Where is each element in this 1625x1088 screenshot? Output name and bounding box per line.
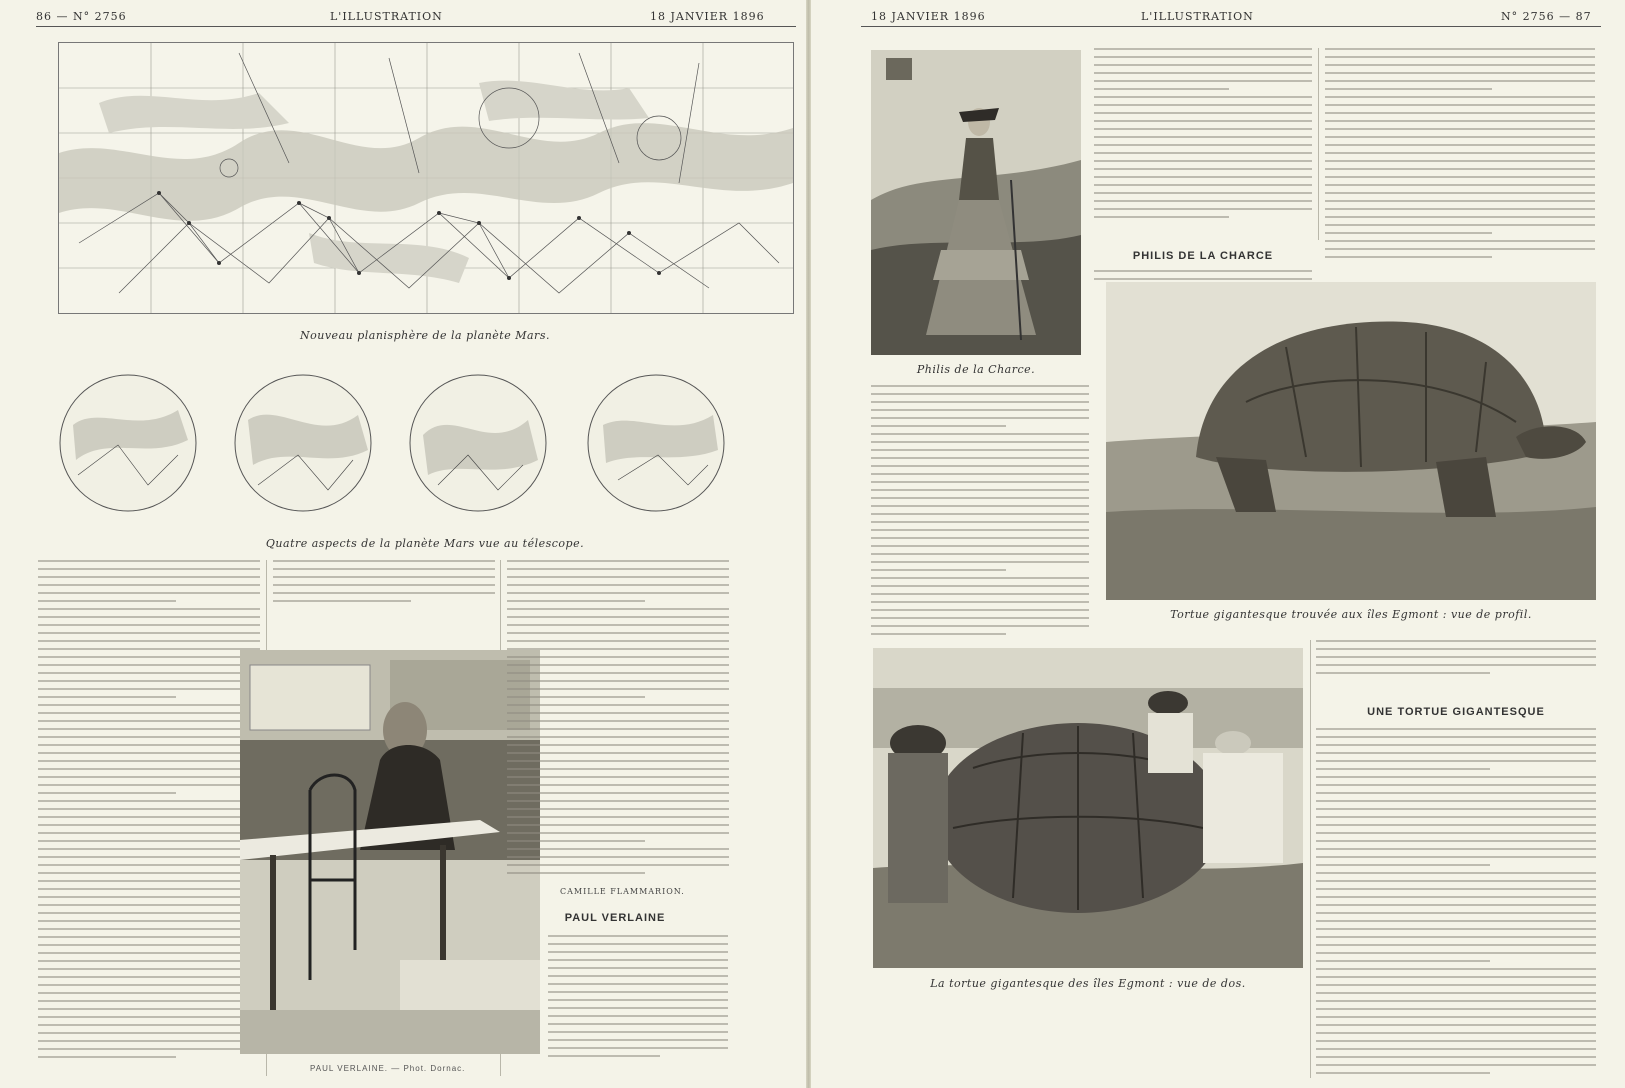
mars-globes-figure (58, 365, 792, 525)
verlaine-photograph (240, 650, 540, 1054)
article-signature: CAMILLE FLAMMARION. (560, 887, 685, 896)
article-philis-column-1 (1094, 48, 1312, 238)
article-philis-ending (1316, 640, 1596, 688)
article-philis-column-2 (1325, 48, 1595, 270)
right-header-rule (861, 26, 1601, 27)
column-rule (1318, 48, 1319, 240)
left-page (0, 0, 806, 1088)
article-mars-column-2 (273, 560, 495, 608)
section-title-tortue: UNE TORTUE GIGANTESQUE (1367, 706, 1545, 718)
mars-globes-caption: Quatre aspects de la planète Mars vue au télescope. (265, 537, 585, 550)
column-rule (1310, 640, 1311, 1078)
tortoise-profile-caption: Tortue gigantesque trouvée aux îles Egmont : vue de profil. (1170, 608, 1532, 621)
right-date: 18 JANVIER 1896 (871, 10, 986, 23)
philis-portrait (871, 50, 1081, 355)
right-page (811, 0, 1625, 1088)
tortoise-back-caption: La tortue gigantesque des îles Egmont : vue de dos. (930, 977, 1246, 990)
mars-planisphere-map (58, 42, 794, 314)
mars-map-caption: Nouveau planisphère de la planète Mars. (300, 329, 550, 342)
section-title-verlaine: PAUL VERLAINE (564, 912, 666, 924)
article-mars-column-3 (507, 560, 729, 880)
right-page-number: N° 2756 — 87 (1501, 10, 1592, 23)
left-date: 18 JANVIER 1896 (650, 10, 765, 23)
article-philis-column-3 (871, 385, 1089, 640)
philis-caption: Philis de la Charce. (916, 363, 1036, 376)
article-tortue-text (1316, 728, 1596, 1078)
left-header-rule (36, 26, 796, 27)
article-verlaine-text (548, 935, 728, 1075)
right-masthead: L'ILLUSTRATION (1141, 10, 1254, 23)
verlaine-caption: PAUL VERLAINE. — Phot. Dornac. (310, 1064, 466, 1073)
tortoise-back-photograph (873, 648, 1303, 968)
tortoise-profile-photograph (1106, 282, 1596, 600)
left-masthead: L'ILLUSTRATION (330, 10, 443, 23)
left-page-number: 86 — N° 2756 (36, 10, 127, 23)
section-title-philis: PHILIS DE LA CHARCE (1132, 250, 1274, 262)
article-mars-column-1 (38, 560, 260, 1078)
